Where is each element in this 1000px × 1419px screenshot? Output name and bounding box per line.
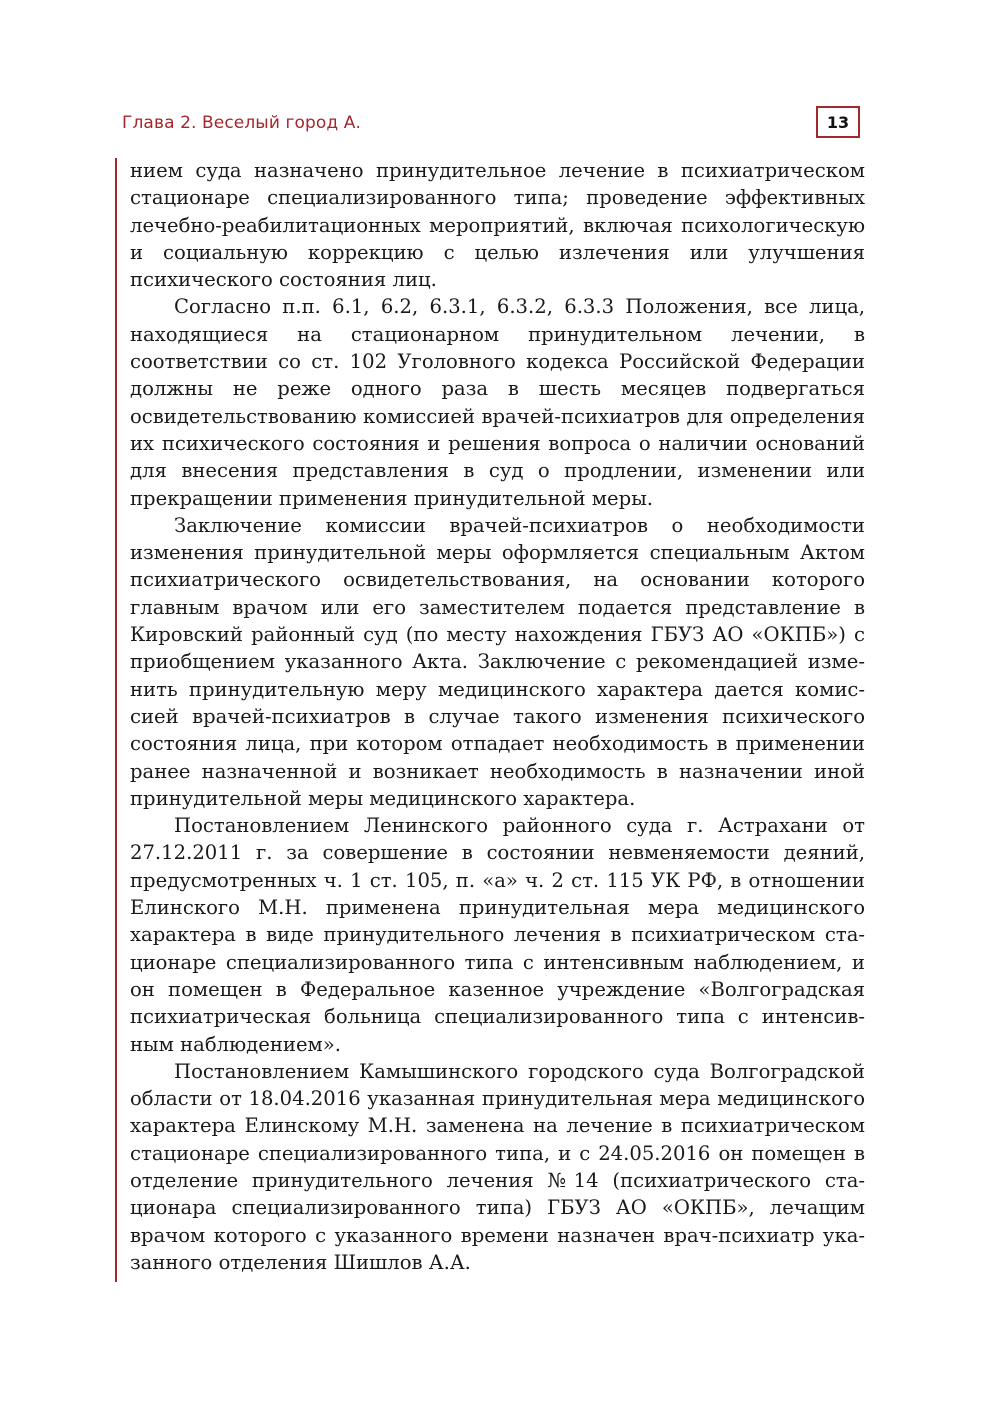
margin-rule-divider [115, 158, 117, 1282]
paragraph: Постановлением Ленинского районного суда г. Астрахани от 27.12.2011 г. за совершение в состоянии невменяемости деяний, предусмотренных ч. 1 ст. 105, п. «а» ч. 2 ст. 115 УК РФ, в отношении Елинского М.Н. применена принудительная мера медицинского характера в виде принудительного лечения в психиатрическом стационаре специализированного типа с интенсивным наблюдением, и он помещен в Федеральное казенное учреждение «Волгоградская психиатрическая больница специализированного типа с интенсивным наблюдением». [130, 814, 865, 1056]
page-number: 13 [816, 106, 860, 138]
paragraph: Заключение комиссии врачей-психиатров о необходимости изменения принудительной меры оформляется специальным Актом психиатрического освидетельствования, на основании которого главным врачом или его заместителем подается представление в Кировский районный суд (по месту нахождения ГБУЗ АО «ОКПБ») с приобщением указанного Акта. Заключение с рекомендацией изменить принудительную меру медицинского характера дается комиссией врачей-психиатров в случае такого изменения психического состояния лица, при котором отпадает необходимость в применении ранее назначенной и возникает необходимость в назначении иной принудительной меры медицинского характера. [130, 513, 865, 810]
paragraph: Постановлением Камышинского городского суда Волгоградской области от 18.04.2016 указанная принудительная мера медицинского характера Елинскому М.Н. заменена на лечение в психиатрическом стационаре специализированного типа, и с 24.05.2016 он помещен в отделение принудительного лечения №14 (психиатрического стационара специализированного типа) ГБУЗ АО «ОКПБ», лечащим врачом которого с указанного времени назначен врач-психиатр указанного отделения Шишлов А.А. [130, 1059, 865, 1274]
body-text [130, 157, 865, 1276]
running-header-title: Глава 2. Веселый город А. [122, 113, 361, 133]
paragraph-continued: нием суда назначено принудительное лечение в психиатрическом стационаре специализированного типа; проведение эффективных лечебно-реабилитационных мероприятий, включая психологическую и социальную коррекцию с целью излечения или улучшения психического состояния лиц. [130, 159, 865, 292]
paragraph: Согласно п.п. 6.1, 6.2, 6.3.1, 6.3.2, 6.3.3 Положения, все лица, находящиеся на стационарном принудительном лечении, в соответствии со ст. 102 Уголовного кодекса Российской Федерации должны не реже одного раза в шесть месяцев подвергаться освидетельствованию комиссией врачей-психиатров для определения их психического состояния и решения вопроса о наличии оснований для внесения представления в суд о продлении, изменении или прекращении применения принудительной меры. [130, 295, 865, 510]
